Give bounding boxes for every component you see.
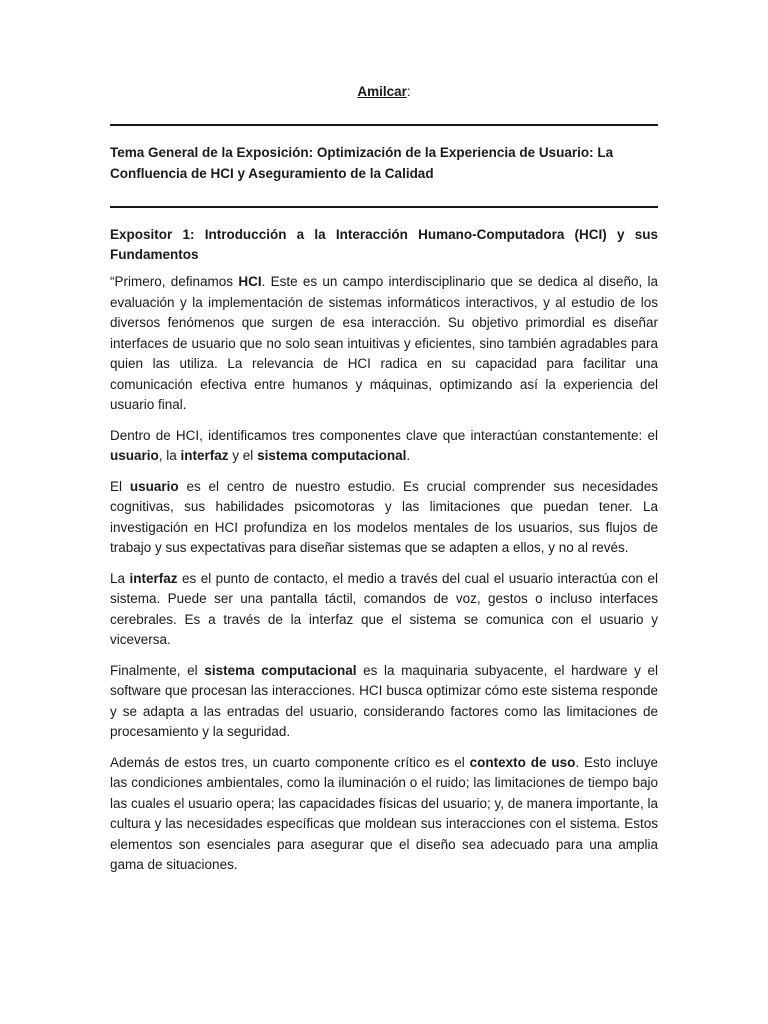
bold-term-hci: HCI — [238, 274, 262, 289]
divider-top — [110, 124, 658, 126]
text-run: . — [406, 448, 411, 463]
bold-term-usuario: usuario — [129, 478, 179, 494]
bold-term-usuario: usuario — [110, 448, 159, 463]
text-run: es el centro de nuestro estudio. Es crucial comprender sus necesidades cognitivas, sus habilidades psicomotoras y las limitaciones que puedan tener. La investigación en HCI profundiza en los modelos mentales de los usuarios, sus flujos de trabajo y sus expectativas para diseñar sistemas que se adapten a ellos, y no al revés. — [110, 478, 658, 555]
text-run: “Primero, definamos — [110, 274, 239, 289]
speaker-heading — [110, 84, 658, 99]
speaker-name: Amilcar — [357, 84, 407, 99]
text-run: . Este es un campo interdisciplinario que se dedica al diseño, la evaluación y la implementación de sistemas informáticos interactivos, y al estudio de los diversos fenómenos que surgen de esa interacción. Su objetivo primordial es diseñar interfaces de usuario que no solo sean intuitivas y eficientes, sino también agradables para quien las utiliza. La relevancia de HCI radica en su capacidad para facilitar una comunicación efectiva entre humanos y máquinas, optimizando así la experiencia del usuario final. — [110, 274, 658, 412]
paragraph-sistema — [110, 661, 658, 743]
text-run: , la — [158, 448, 181, 463]
bold-term-contexto: contexto de uso — [469, 754, 576, 770]
speaker-colon: : — [406, 84, 411, 99]
paragraph-usuario — [110, 477, 658, 559]
text-run: Finalmente, el — [110, 662, 205, 678]
bold-term-interfaz: interfaz — [180, 448, 229, 463]
text-run: El — [110, 478, 130, 494]
text-run: . Esto incluye las condiciones ambientales, como la iluminación o el ruido; las limitaciones de tiempo bajo las cuales el usuario opera; las capacidades físicas del usuario; y, de manera importante, la cultura y las necesidades específicas que moldean sus interacciones con el sistema. Estos elementos son esenciales para asegurar que el diseño sea adecuado para una amplia gama de situaciones. — [110, 754, 658, 872]
topic-heading: Tema General de la Exposición: Optimización de la Experiencia de Usuario: La Confluencia de HCI y Aseguramiento de la Calidad — [110, 145, 614, 181]
paragraph-hci-definition — [110, 272, 658, 416]
text-run: es la maquinaria subyacente, el hardware y el software que procesan las interacciones. HCI busca optimizar cómo este sistema responde y se adapta a las entradas del usuario, considerando factores como las limitaciones de procesamiento y la seguridad. — [110, 662, 658, 739]
bold-term-sistema: sistema computacional — [204, 662, 357, 678]
text-run: Además de estos tres, un cuarto componente crítico es el — [110, 754, 470, 770]
text-run: y el — [228, 448, 258, 463]
bold-term-sistema: sistema computacional — [257, 448, 407, 463]
text-run: es el punto de contacto, el medio a través del cual el usuario interactúa con el sistema. Puede ser una pantalla táctil, comandos de voz, gestos o incluso interfaces cerebrales. Es a través de la interfaz que el sistema se comunica con el usuario y viceversa. — [110, 570, 658, 647]
bold-term-interfaz: interfaz — [129, 570, 178, 586]
paragraph-components — [110, 426, 658, 467]
divider-bottom — [110, 206, 658, 208]
document-content — [110, 84, 658, 886]
section-title: Expositor 1: Introducción a la Interacción Humano-Computadora (HCI) y sus Fundamentos — [110, 227, 658, 262]
text-run: La — [110, 570, 130, 586]
paragraph-interfaz — [110, 569, 658, 651]
text-run: Dentro de HCI, identificamos tres componentes clave que interactúan constantemente: el — [110, 427, 658, 443]
paragraph-contexto — [110, 753, 658, 876]
